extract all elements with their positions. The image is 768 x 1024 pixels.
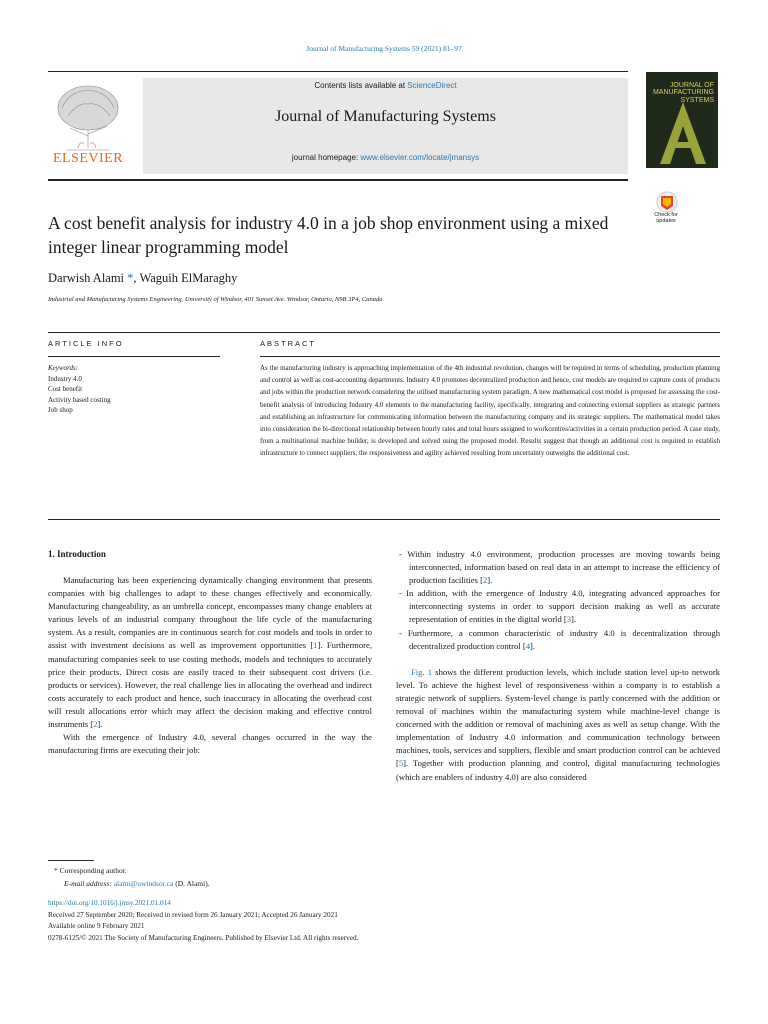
- copyright: 0278-6125/© 2021 The Society of Manufacturing Engineers. Published by Elsevier Ltd. All rights reserved.: [48, 933, 359, 942]
- keyword-item: Activity based costing: [48, 395, 111, 404]
- article-title: A cost benefit analysis for industry 4.0 in a job shop environment using a mixed integer linear programming model: [48, 213, 609, 257]
- figure-link[interactable]: Fig. 1: [411, 666, 433, 677]
- footnote-rule: [48, 860, 94, 861]
- author-name: Darwish Alami: [48, 271, 125, 285]
- author-name: , Waguih ElMaraghy: [133, 271, 238, 285]
- check-for-updates-icon[interactable]: [648, 190, 686, 230]
- citation-link[interactable]: 3: [566, 614, 572, 625]
- paragraph: Manufacturing has been experiencing dynamically changing environment that presents companies with big challenges to adapt to these changes effectively and economically. Manufacturing changeability, as an umbrella concept, encompasses many change enablers at various levels of an industrial company throughout the life cycle of the manufacturing system. As a result, companies are in continuous search for cost models and tools in order to assist with investment decisions as well as improvement opportunities [1]. Furthermore, manufacturing companies seek to use costing methods, models and techniques to accurately price their products. Direct costs are easily traced to their subsequent cost drivers (i.e. products or services). However, the real challenge lies in allocating the overhead and indirect costs accurately to each product and hence, such inaccuracy in allocating the overhead cost will result allocations error which may affect the decision making and effective control instruments [2].: [48, 575, 372, 730]
- journal-title: Journal of Manufacturing Systems: [275, 108, 496, 125]
- paragraph: Fig. 1 shows the different production levels, which include station level up-to network level. To achieve the highest level of responsiveness within a company is to establish a strategic network of suppliers. System-level change is partly concerned with the addition or removal of machines within the manufacturing system while machine-level change is concerned with the addition or removal of machining axes as well as setup change. With the implementation of Industry 4.0 information and communication technology between machines, tools, services and suppliers, flexible and smart production control can be achieved [5]. Together with production planning and control, digital manufacturing technologies (which are enablers of industry 4.0) are also considered: [396, 666, 721, 782]
- header-top-rule: [48, 71, 628, 72]
- body-column-left: [48, 574, 372, 757]
- abstract-rule: [260, 356, 720, 357]
- journal-reference[interactable]: Journal of Manufacturing Systems 59 (2021) 81–97: [306, 44, 462, 53]
- citation-link[interactable]: 1: [313, 640, 318, 651]
- cover-title: JOURNAL OF MANUFACTURING SYSTEMS: [652, 82, 714, 104]
- corresponding-author-mark[interactable]: *: [124, 271, 134, 285]
- abstract-end-rule: [48, 519, 720, 520]
- sciencedirect-link[interactable]: ScienceDirect: [407, 81, 457, 90]
- homepage-line: journal homepage: www.elsevier.com/locate/jmansys: [291, 153, 480, 162]
- check-for-updates-label[interactable]: Check for updates: [654, 212, 678, 224]
- cover-graphic-icon: [654, 96, 712, 166]
- citation-link[interactable]: 2: [482, 575, 488, 586]
- homepage-link[interactable]: www.elsevier.com/locate/jmansys: [360, 153, 480, 162]
- corresponding-author-note: * Corresponding author.: [54, 866, 127, 875]
- abstract-text: As the manufacturing industry is approaching implementation of the 4th industrial revolution, changes will be required in terms of scheduling, production planning and control as well as cost-accounting departments. Industry 4.0 promotes decentralized production and hence, cost models are required to capture costs of products and jobs within the production network considering the utilised manufacturing system paradigm. A new mathematical cost model is proposed for assessing the cost-benefit analysis of introducing Industry 4.0 elements to the manufacturing facility, specifically, integrating and connecting external suppliers as strategic partners and establishing an infrastructure for communicating information between the manufacturing company and its strategic suppliers. The mathematical model takes into consideration the bi-directional relationship between hourly rates and total hours assigned to workcentres/activities in a certain production period. A case study, from a multinational machine builder, is developed and solved using the proposed model. Results suggest that though an additional cost is required to establish infrastructure to connect suppliers, the responsiveness and agility achieved resulting from uncertainty outweighs the additional cost.: [260, 364, 720, 458]
- citation-link[interactable]: 2: [93, 719, 98, 730]
- abstract-heading: ABSTRACT: [260, 339, 317, 348]
- keyword-item: Cost benefit: [48, 385, 83, 394]
- doi-link[interactable]: https://doi.org/10.1016/j.jmsy.2021.01.014: [48, 899, 171, 907]
- body-column-right: [396, 548, 720, 784]
- keywords-label: Keywords:: [48, 364, 79, 372]
- citation-link[interactable]: 4: [525, 640, 530, 651]
- author-list: [48, 271, 237, 286]
- list-item: - Within industry 4.0 environment, production processes are moving towards being interconnected, information based on real data in an attempt to increase the efficiency of production facilities [2].: [399, 549, 720, 586]
- article-info-rule: [48, 356, 220, 357]
- affiliation: Industrial and Manufacturing Systems Engineering, University of Windsor, 401 Sunset Ave. Windsor, Ontario, N9B 3P4, Canada: [48, 296, 383, 303]
- section-heading-introduction: 1. Introduction: [48, 549, 106, 559]
- paragraph: With the emergence of Industry 4.0, several changes occurred in the way the manufacturing firms are executing their job:: [48, 732, 372, 756]
- online-date: Available online 9 February 2021: [48, 922, 145, 931]
- list-item: - In addition, with the emergence of Industry 4.0, integrating advanced approaches for interconnecting systems in order to support decision making as well as accurate representation of entities in the digital world [3].: [399, 588, 720, 625]
- article-info-heading: ARTICLE INFO: [48, 339, 124, 348]
- elsevier-wordmark[interactable]: ELSEVIER: [52, 151, 124, 166]
- email-link[interactable]: alami@uwindsor.ca: [113, 879, 174, 888]
- front-matter-rule: [48, 332, 720, 333]
- contents-line: Contents lists available at ScienceDirect: [314, 81, 457, 90]
- list-item: - Furthermore, a common characteristic of industry 4.0 is decentralization through decentralized production control [4].: [399, 627, 720, 651]
- header-bottom-rule: [48, 179, 628, 181]
- keywords-block: [48, 363, 223, 416]
- keyword-item: Job shop: [48, 406, 73, 415]
- email-note: E-mail address: alami@uwindsor.ca (D. Alami).: [64, 879, 210, 888]
- citation-link[interactable]: 5: [398, 758, 404, 769]
- publication-meta: [48, 898, 358, 944]
- history-dates: Received 27 September 2020; Received in revised form 26 January 2021; Accepted 26 January 2021: [48, 910, 338, 919]
- journal-cover-thumbnail[interactable]: [646, 72, 718, 168]
- keyword-item: Industry 4.0: [48, 374, 82, 383]
